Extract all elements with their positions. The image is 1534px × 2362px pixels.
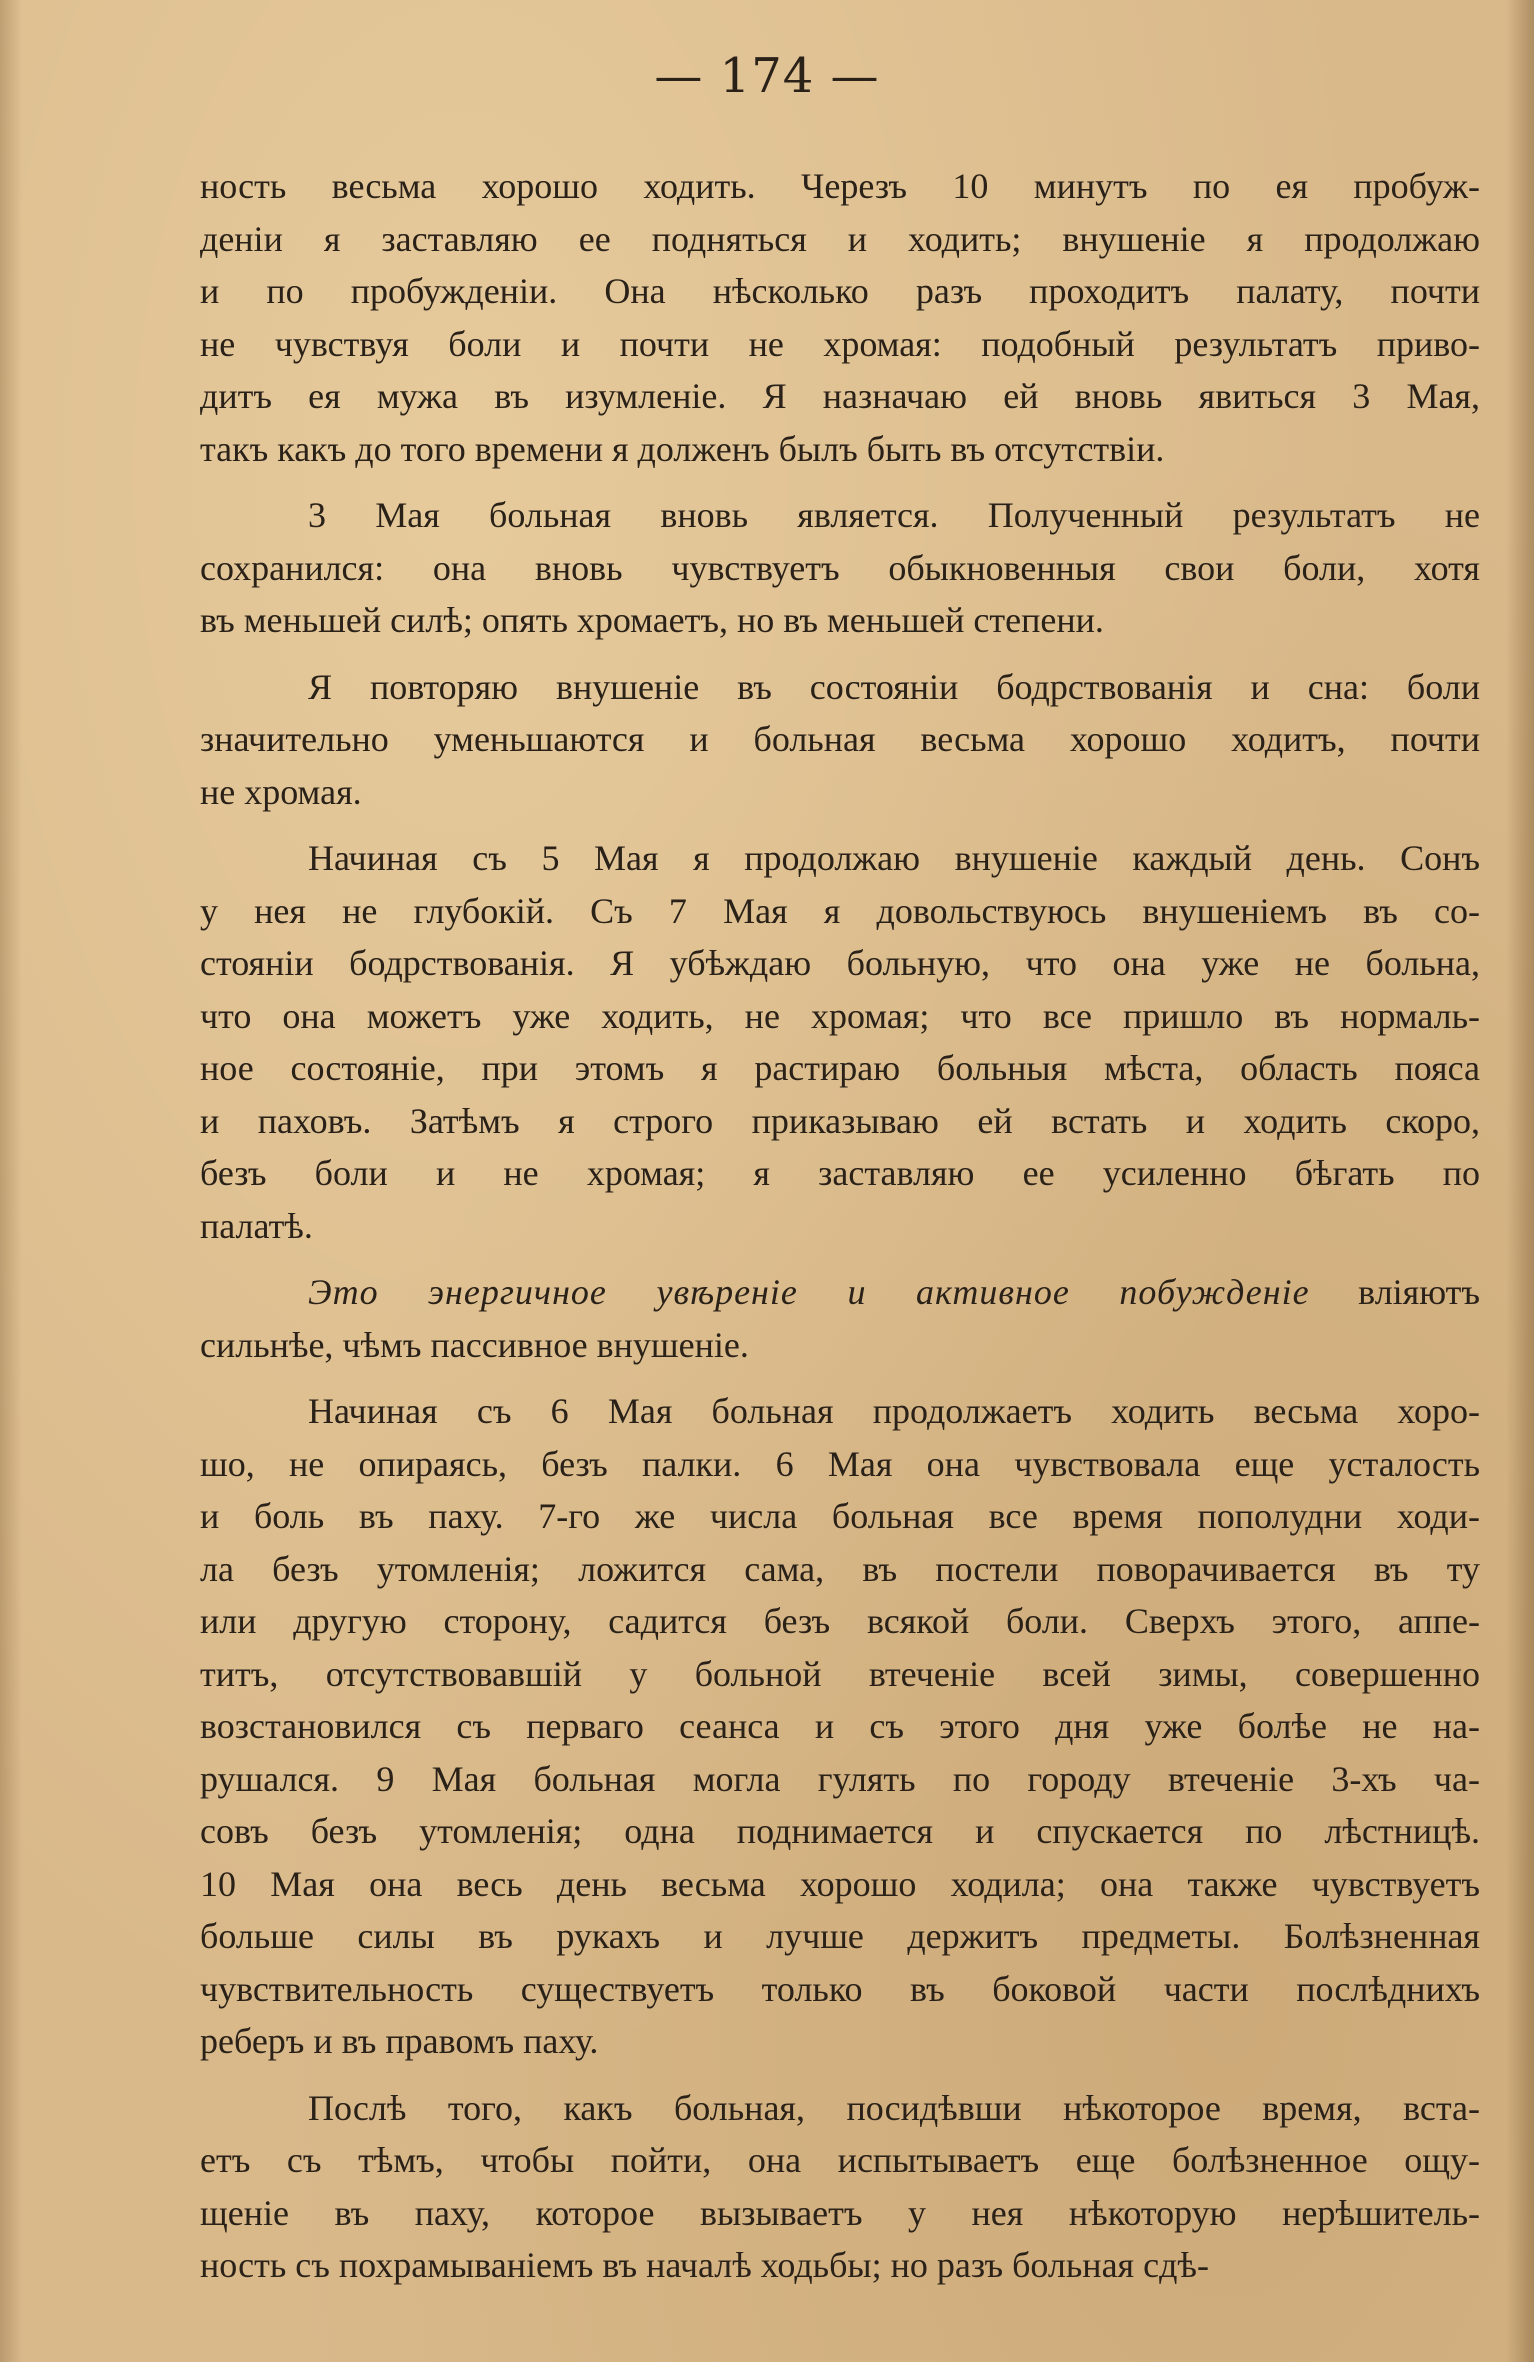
text-line: или другую сторону, садится безъ всякой боли. Сверхъ этого, аппе- [200, 1601, 1480, 1641]
page-edge-shadow [1506, 0, 1534, 2362]
text-line: въ меньшей силѣ; опять хромаетъ, но въ меньшей степени. [200, 600, 1104, 640]
text-line: ность весьма хорошо ходить. Черезъ 10 минутъ по ея пробуж- [200, 166, 1480, 206]
paragraph [200, 489, 1480, 647]
text-line: Начиная съ 5 Мая я продолжаю внушеніе каждый день. Сонъ [308, 838, 1480, 878]
text-line: Я повторяю внушеніе въ состояніи бодрствованія и сна: боли [308, 666, 1480, 707]
text-line: ное состояніе, при этомъ я растираю больныя мѣста, область пояса [200, 1048, 1480, 1088]
text-line: 3 Мая больная вновь является. Полученный результатъ не [308, 495, 1480, 535]
text-line: такъ какъ до того времени я долженъ былъ быть въ отсутствіи. [200, 428, 1165, 469]
text-line: етъ съ тѣмъ, чтобы пойти, она испытываетъ еще болѣзненное ощу- [200, 2140, 1480, 2180]
text-line-rest: вліяютъ [1309, 1272, 1480, 1312]
text-line: больше силы въ рукахъ и лучше держитъ предметы. Болѣзненная [200, 1916, 1480, 1956]
text-line: возстановился съ перваго сеанса и съ этого дня уже болѣе не на- [200, 1706, 1480, 1746]
text-line: и по пробужденіи. Она нѣсколько разъ проходитъ палату, почти [200, 271, 1480, 311]
emphasized-phrase: Это энергичное увѣреніе и активное побужденіе [308, 1272, 1310, 1312]
text-line [200, 1266, 1480, 1319]
text-line: не чувствуя боли и почти не хромая: подобный результатъ приво- [200, 323, 1480, 364]
text-line: 10 Мая она весь день весьма хорошо ходила; она также чувствуетъ [200, 1863, 1480, 1904]
page-gutter-shadow [0, 0, 22, 2362]
text-line: что она можетъ уже ходить, не хромая; что все пришло въ нормаль- [200, 995, 1480, 1036]
paragraph [200, 1266, 1480, 1371]
text-line: щеніе въ паху, которое вызываетъ у нея нѣкоторую нерѣшитель- [200, 2192, 1480, 2233]
text-line: совъ безъ утомленія; одна поднимается и спускается по лѣстницѣ. [200, 1811, 1480, 1851]
text-line: сохранился: она вновь чувствуетъ обыкновенныя свои боли, хотя [200, 547, 1480, 588]
text-line: и паховъ. Затѣмъ я строго приказываю ей встать и ходить скоро, [200, 1100, 1480, 1141]
paragraph [200, 160, 1480, 475]
text-line: рушался. 9 Мая больная могла гулять по городу втеченіе 3-хъ ча- [200, 1758, 1480, 1799]
body-text [200, 160, 1480, 2306]
text-line: безъ боли и не хромая; я заставляю ее усиленно бѣгать по [200, 1153, 1480, 1193]
text-line: ность съ похрамываніемъ въ началѣ ходьбы; но разъ больная сдѣ- [200, 2245, 1209, 2285]
text-line: деніи я заставляю ее подняться и ходить; внушеніе я продолжаю [200, 218, 1480, 259]
text-line: значительно уменьшаются и больная весьма хорошо ходитъ, почти [200, 719, 1480, 759]
text-line: Начиная съ 6 Мая больная продолжаетъ ходить весьма хоро- [308, 1391, 1480, 1431]
text-line: Послѣ того, какъ больная, посидѣвши нѣкоторое время, вста- [308, 2087, 1480, 2128]
paragraph [200, 832, 1480, 1252]
text-line: ла безъ утомленія; ложится сама, въ постели поворачивается въ ту [200, 1548, 1480, 1589]
text-line: и боль въ паху. 7-го же числа больная все время пополудни ходи- [200, 1496, 1480, 1536]
text-line: дитъ ея мужа въ изумленіе. Я назначаю ей вновь явиться 3 Мая, [200, 376, 1480, 416]
paragraph [200, 2082, 1480, 2292]
paragraph [200, 1385, 1480, 2068]
text-line: стояніи бодрствованія. Я убѣждаю больную, что она уже не больна, [200, 943, 1480, 983]
text-line: у нея не глубокій. Съ 7 Мая я довольствуюсь внушеніемъ въ со- [200, 890, 1480, 931]
text-line: реберъ и въ правомъ паху. [200, 2021, 599, 2061]
text-line: чувствительность существуетъ только въ боковой части послѣднихъ [200, 1968, 1480, 2009]
text-line: сильнѣе, чѣмъ пассивное внушеніе. [200, 1324, 749, 1365]
page-number: — 174 — [654, 48, 880, 104]
text-line: не хромая. [200, 771, 362, 812]
text-line: титъ, отсутствовавшій у больной втеченіе всей зимы, совершенно [200, 1653, 1480, 1694]
text-line: палатѣ. [200, 1205, 313, 1246]
paragraph [200, 661, 1480, 819]
text-line: шо, не опираясь, безъ палки. 6 Мая она чувствовала еще усталость [200, 1443, 1480, 1484]
